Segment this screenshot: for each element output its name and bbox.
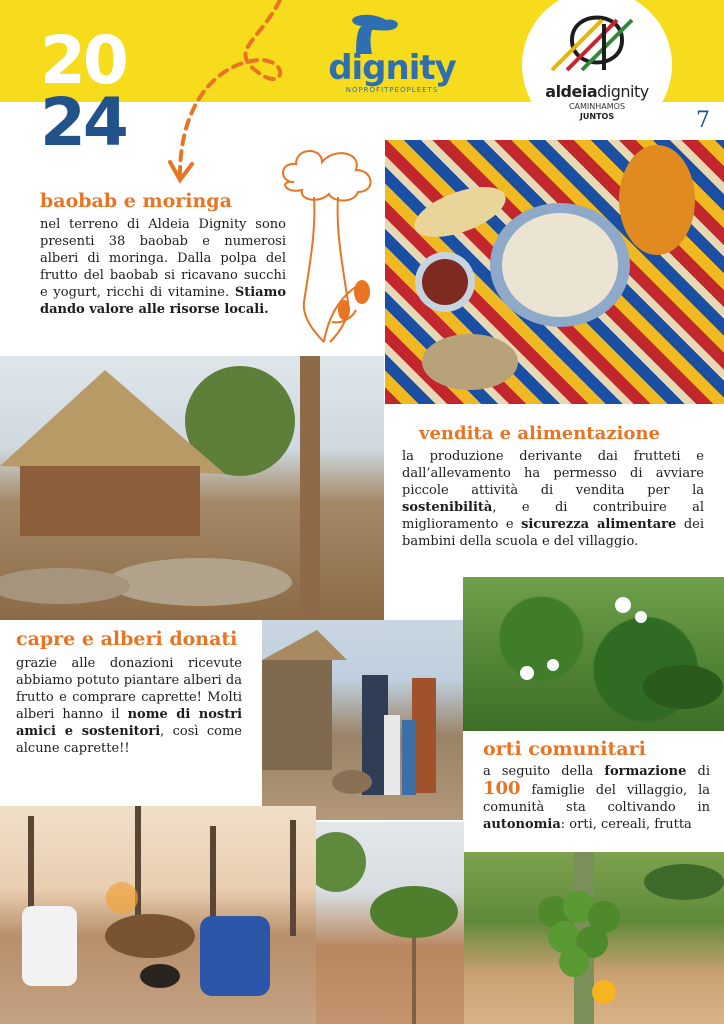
aldeia-wordmark: aldeiadignity [545,82,649,101]
photo-sapling [316,822,464,1024]
photo-local-food [385,140,724,404]
photo-family [262,620,463,820]
orti-body: a seguito della formazione di 100 famiglie del villaggio, la comunità sta coltivando in autonomia: orti, cereali, frutta [483,764,710,832]
photo-hut-baobab-fruits [0,356,384,620]
goats-scene-icon [0,806,316,1024]
aldeia-logo [522,0,672,140]
vendita-title: vendita e alimentazione [419,423,660,444]
year-bottom: 24 [40,84,126,161]
vendita-body: la produzione derivante dai frutteti e dall’allevamento ha permesso di avviare piccole attività di vendita per la sostenibilità, e di contribuire al miglioramento e sicurezza alimentare dei bambini della scuola e del villaggio. [402,449,704,549]
aldeia-emblem-icon [522,0,672,82]
page-number: 7 [696,108,710,133]
baobab-tree-icon [274,142,384,356]
dignity-tagline: NOPROFITPEOPLEETS [345,86,439,94]
capre-body: grazie alle donazioni ricevute abbiamo potuto piantare alberi da frutto e comprare caprette! Molti alberi hanno il nome di nostri amici e sostenitori, così come alcune caprette!! [16,656,243,756]
papaya-icon [464,852,724,1024]
photo-moringa-flowers [463,577,724,731]
orti-title: orti comunitari [483,738,646,760]
aldeia-sub1: CAMINHAMOS [568,102,626,111]
photo-papaya-tree [464,852,724,1024]
photo-goats [0,806,316,1024]
year [40,22,126,161]
aldeia-sub2: JUNTOS [579,112,615,121]
year-top: 20 [40,22,126,99]
family-scene-icon [262,620,463,820]
flowers-icon [463,577,724,731]
food-bowls-icon [385,140,724,404]
capre-title: capre e alberi donati [16,628,238,650]
baobab-title: baobab e moringa [40,190,232,212]
hut-scene-icon [0,356,384,620]
dignity-wordmark: dignity [328,48,456,88]
dignity-logo [322,14,462,94]
baobab-body: nel terreno di Aldeia Dignity sono presenti 38 baobab e numerosi alberi di moringa. Dalla polpa del frutto del baobab si ricavano succhi e yogurt, ricchi di vitamine. Stiamo dando valore alle risorse locali. [40,217,286,317]
sapling-icon [316,822,464,1024]
